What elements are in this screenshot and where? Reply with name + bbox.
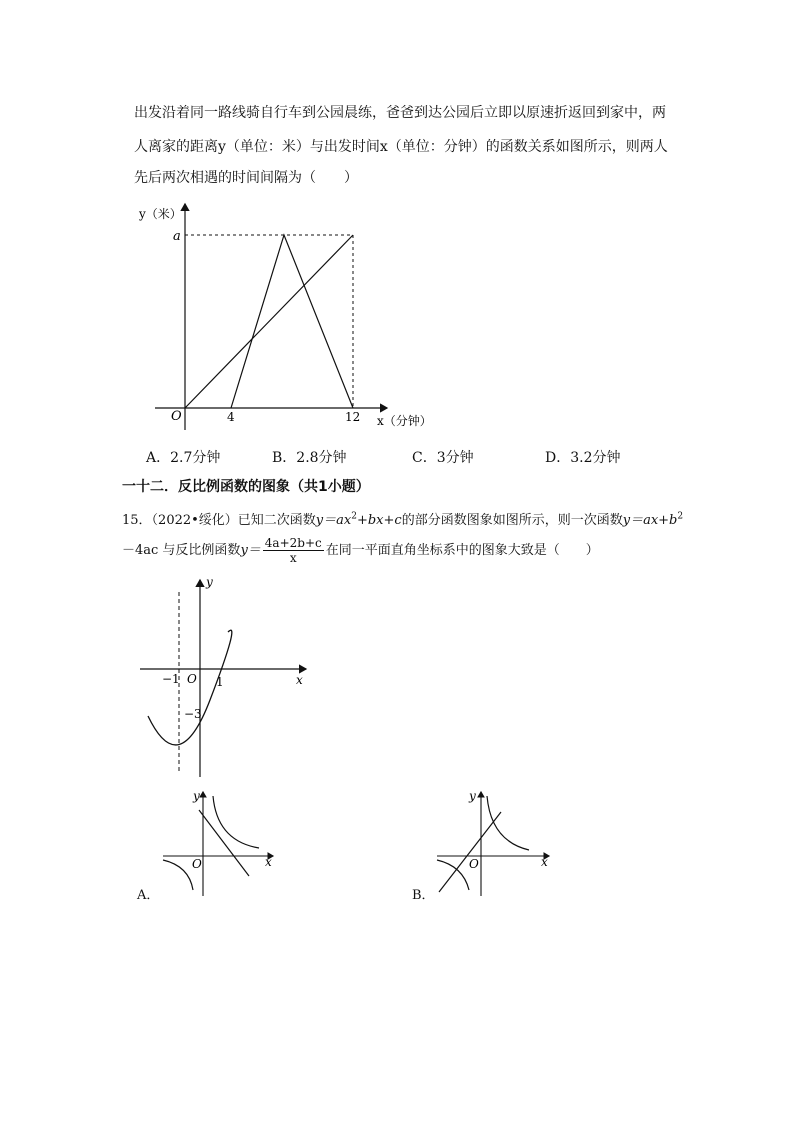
hyperbola-branch-lower — [437, 860, 469, 890]
x-label: x — [541, 855, 548, 869]
q15-prefix: 15．（2022•绥化）已知二次函数 — [122, 513, 316, 528]
y-label: y — [469, 789, 476, 803]
option-c[interactable] — [412, 447, 474, 467]
q14-text-line1: 出发沿着同一路线骑自行车到公园晨练，爸爸到达公园后立即以原速折返回到家中，两 — [134, 105, 666, 121]
origin-label: O — [469, 857, 479, 871]
tick-12-label: 12 — [345, 410, 361, 424]
fraction-denominator: x — [289, 551, 297, 565]
option-a-text: 2.7分钟 — [170, 450, 221, 466]
section-heading: 一十二．反比例函数的图象（共1小题） — [122, 479, 370, 495]
option-b-text: 2.8分钟 — [296, 450, 347, 466]
hyperbola-branch-upper — [213, 796, 259, 848]
q15-eq1-sup: 2 — [351, 511, 357, 522]
y-axis-label: y（米） — [139, 207, 182, 221]
q15-eq1b: +bx+c — [356, 513, 402, 528]
option-d-letter: D． — [545, 450, 571, 466]
origin-label: O — [192, 857, 202, 871]
q15-eq3: y＝ — [240, 543, 261, 558]
option-a[interactable] — [146, 447, 220, 467]
origin-label: O — [171, 409, 182, 424]
x-axis-label: x（分钟） — [377, 414, 432, 428]
option-d-text: 3.2分钟 — [570, 450, 621, 466]
one-label: 1 — [216, 675, 224, 689]
option-b-letter: B． — [272, 450, 297, 466]
option-a-letter: A． — [146, 450, 171, 466]
triangle-path — [231, 235, 353, 408]
a-label: a — [173, 229, 181, 244]
linear-function-line — [439, 812, 501, 892]
choice-b-graph — [433, 786, 558, 898]
q15-text-line1 — [122, 509, 683, 528]
hyperbola-branch-upper — [487, 796, 529, 850]
option-c-letter: C． — [412, 450, 437, 466]
origin-label: O — [187, 672, 197, 686]
choice-a-label[interactable]: A． — [137, 888, 160, 903]
q15-text-line2 — [122, 536, 599, 565]
q14-distance-time-graph — [125, 198, 432, 433]
hyperbola-branch-lower — [163, 860, 193, 890]
q15-line2b: 在同一平面直角坐标系中的图象大致是（ ） — [325, 543, 599, 558]
neg1-label: −1 — [162, 672, 180, 686]
q14-text-line2: 人离家的距离y（单位：米）与出发时间x（单位：分钟）的函数关系如图所示，则两人 — [134, 139, 668, 155]
q14-text-line3: 先后两次相遇的时间间隔为（ ） — [134, 170, 358, 186]
option-d[interactable] — [545, 447, 621, 467]
tick-4-label: 4 — [227, 410, 235, 424]
fraction-numerator: 4a+2b+c — [264, 536, 322, 550]
x-label: x — [265, 855, 272, 869]
y-label: y — [193, 789, 200, 803]
choice-a-graph — [155, 786, 280, 898]
q15-eq2: y＝ax+b — [622, 513, 678, 528]
q15-line2a: －4ac 与反比例函数 — [122, 543, 241, 558]
neg3-label: −3 — [184, 707, 202, 721]
q15-mid: 的部分函数图象如图所示，则一次函数 — [401, 513, 623, 528]
y-label: y — [206, 575, 213, 589]
x-label: x — [296, 673, 303, 687]
q15-eq2-sup: 2 — [677, 511, 684, 522]
line-origin-to-a — [185, 235, 353, 408]
q15-fraction — [263, 536, 324, 565]
option-b[interactable] — [272, 447, 347, 467]
option-c-text: 3分钟 — [436, 450, 474, 466]
q15-parabola-graph — [132, 574, 312, 784]
q15-eq1: y＝ax — [315, 513, 352, 528]
choice-b-label[interactable]: B． — [412, 888, 435, 903]
